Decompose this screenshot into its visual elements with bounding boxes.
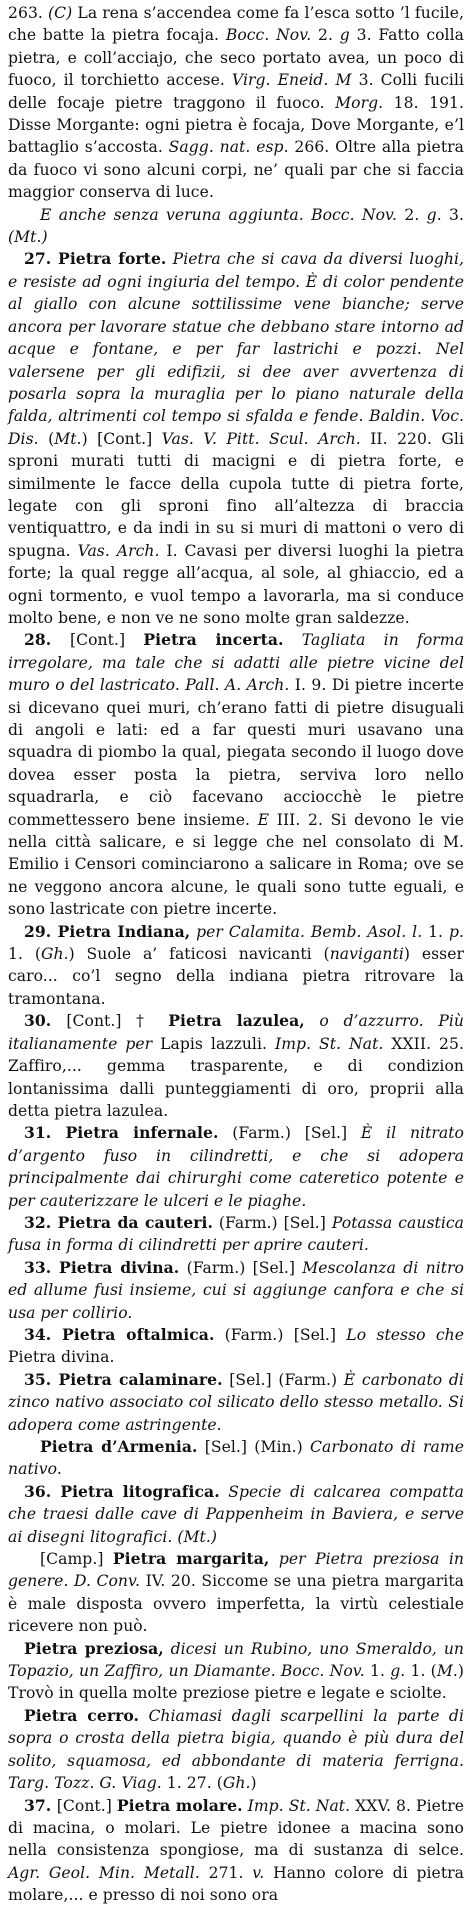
entry-pietra-margarita — [8, 1548, 464, 1638]
body-text: ) Suole a’ faticosi navicanti ( — [68, 945, 330, 964]
body-text: XXII. 25. Zaffiro,... gemma trasparente, e di condizion lontanissima dalli punteggiamenti di oro, proprii alla detta pietra lazulea. — [8, 1034, 464, 1120]
body-text: ) esser caro... co’l segno della indiana pietra ritrovare la tramontana. — [8, 945, 464, 1008]
entry-headword: 30. — [24, 1011, 67, 1031]
italic-text: Agr. Geol. Min. Metall. — [8, 1863, 200, 1882]
body-text: (Farm.) [Sel.] — [214, 1325, 347, 1344]
italic-text: Carbonato di rame nativo. — [8, 1438, 465, 1479]
entry-35-pietra-calaminare — [8, 1369, 464, 1436]
italic-text: (Mt.) — [8, 228, 48, 247]
body-text: [Cont.] — [56, 1796, 117, 1815]
entry-headword: 29. Pietra Indiana, — [24, 921, 191, 941]
entry-31-pietra-infernale — [8, 1122, 464, 1212]
entry-headword: 35. Pietra calaminare. — [24, 1369, 223, 1389]
italic-text: Chiamasi dagli scarpellini la parte di sopra o crosta della pietra bigia, quando è più dura del solito, squamosa, ed abbondante di materia ferrigna. Targ. Tozz. G. Viag. — [8, 1706, 465, 1793]
body-text: Hanno colore di pietra molare,... e presso di noi sono ora — [8, 1863, 465, 1905]
body-text: II. 220. Gli sproni murati tutti di macigni e di pietra forte, e similmente le facce della cupola tutte di pietra forte, legate con gli sproni fino all’altezza di braccia ventiquattro, e da indi in su si muri di mattoni o vero di spugna. — [8, 429, 464, 560]
italic-text: Vas. Arch. — [77, 541, 160, 560]
entry-263-note — [8, 204, 464, 249]
body-text: [Sel.] (Farm.) — [222, 1370, 344, 1389]
italic-text: Mt. — [54, 429, 82, 448]
italic-text: (C) — [48, 4, 73, 22]
italic-text: per Pietra preziosa in genere. D. Conv. — [8, 1550, 465, 1591]
italic-text: naviganti — [329, 945, 404, 964]
body-text: 1. — [422, 922, 449, 941]
entry-headword: 28. — [24, 630, 70, 650]
italic-text: g — [339, 26, 350, 45]
body-text: 266. Oltre alla pietra da fuoco vi sono alcuni corpi, ne’ quali par che si faccia maggior conserva di luce. — [8, 138, 464, 202]
entry-263-continuation — [8, 2, 464, 204]
body-text: . 3. — [436, 205, 464, 224]
italic-text: g — [426, 205, 437, 224]
italic-text: Imp. St. Nat. — [242, 1796, 351, 1815]
body-text: ) Trovò in quella molte preziose pietre e legate e sciolte. — [8, 1662, 464, 1703]
italic-text: dicesi un Rubino, uno Smeraldo, un Topazio, un Zaffiro, un Diamante. Bocc. Nov. — [8, 1639, 465, 1681]
entry-33-pietra-divina — [8, 1257, 464, 1324]
body-text: Pietra divina. — [8, 1348, 115, 1367]
body-text: [Cont.] † — [66, 1012, 169, 1031]
body-text: I. Cavasi per diversi luoghi la pietra forte; la qual regge all’acqua, al sole, al ghiaccio, ed a ogni tormento, e vuol tempo a lavorarla, ma si conduce molto bene, e non ve ne sono molte gran saldezze. — [8, 541, 464, 627]
body-text: 1. ( — [8, 945, 41, 964]
entry-headword: 33. Pietra divina. — [24, 1257, 180, 1277]
body-text: La rena s’accendea come fa l’esca sotto ’l fucile, che batte la pietra focaja. — [8, 4, 464, 45]
entry-28-pietra-incerta — [8, 629, 464, 920]
body-text: 271. — [199, 1863, 253, 1882]
entry-headword: Pietra preziosa, — [24, 1638, 164, 1658]
italic-text: Vas. V. Pitt. Scul. Arch. — [161, 429, 361, 448]
body-text: [Cont.] — [70, 631, 144, 650]
body-text: 263. — [8, 4, 49, 22]
entry-29-pietra-indiana — [8, 921, 464, 1011]
italic-text: Pietra che si cava da diversi luoghi, e resiste ad ogni ingiuria del tempo. È di color pendente al giallo con alcune sottilissime vene bianche; serve ancora per lavorare statue che debbano stare intorno ad acque e fontane, e per far lastrichi e pozzi. Nel valersene per gli edifizii, si dee aver avvertenza di posarla sopra la muraglia per lo piano naturale della falda, altrimenti col tempo si sfalda e fende. Baldin. Voc. Dis. — [8, 250, 464, 448]
body-text: 1. 27. ( — [161, 1774, 223, 1793]
entry-headword: Pietra incerta. — [143, 630, 284, 650]
italic-text: È carbonato di zinco nativo associato col silicato dello stesso metallo. Si adopera come astringente. — [8, 1370, 464, 1434]
body-text: 1. — [364, 1662, 391, 1681]
italic-text: Bocc. Nov. — [225, 26, 312, 45]
italic-text: Mescolanza di nitro ed allume fusi insieme, cui si aggiunge canfora e che si usa per collirio. — [8, 1258, 464, 1322]
body-text: 18. 191. Disse Morgante: ogni pietra è focaja, Dove Morgante, e’l battaglio s’accosta. — [8, 93, 464, 157]
entry-headword: 31. Pietra infernale. — [24, 1123, 219, 1143]
entry-37-pietra-molare — [8, 1795, 464, 1907]
body-text: ) [Cont.] — [81, 429, 162, 448]
entry-30-pietra-lazulea — [8, 1010, 464, 1122]
italic-text: Gh. — [40, 945, 69, 964]
italic-text: È il nitrato d’argento fuso in cilindretti, e che si adopera principalmente dai chirurghi come cateretico potente e per cauterizzare le ulceri e le piaghe. — [8, 1124, 464, 1210]
body-text: (Farm.) [Sel.] — [179, 1258, 303, 1277]
body-text: (Farm.) [Sel.] — [218, 1124, 361, 1143]
entry-headword: Pietra molare. — [116, 1795, 243, 1815]
entry-headword: 34. Pietra oftalmica. — [24, 1324, 215, 1344]
entry-headword: Pietra cerro. — [24, 1705, 140, 1725]
entry-headword: 27. Pietra forte. — [24, 249, 167, 269]
body-text: I. 9. Di pietre incerte si dicevano quei muri, ch’erano fatti di pietre disuguali di angoli e lati: ed a far questi muri usavano una squadra di piombo la qual, piegata secondo il luogo dove dovea esser posta la pietra, serviva loro nello squadrarla, e ciò facevano acciocchè le pietre commettessero bene insieme. — [8, 676, 464, 829]
body-text: [Sel.] (Min.) — [197, 1438, 310, 1456]
entry-pietra-armenia — [8, 1436, 464, 1481]
entry-headword: 32. Pietra da cauteri. — [24, 1212, 213, 1232]
body-text: III. 2. Si devono le vie nella città salicare, e si legge che nel consolato di M. Emilio i Censori cominciarono a salicare in Roma; ove se ne veggono ancora alcune, le quali sono tutte eguali, e sono lastricate con pietre incerte. — [8, 810, 464, 919]
entry-headword: Pietra d’Armenia. — [40, 1437, 198, 1456]
italic-text: v. — [252, 1863, 265, 1882]
body-text: XXV. 8. Pietre di macina, o molari. Le pietre idonee a macina sono nella consistenza spongiose, ma di sustanza di selce. — [8, 1796, 464, 1860]
entry-27-pietra-forte — [8, 248, 464, 629]
italic-text: Lo stesso che — [346, 1325, 464, 1344]
entry-pietra-cerro — [8, 1705, 464, 1795]
body-text: ( — [38, 429, 55, 448]
body-text: 3. Colli fucili delle focaje pietre traggono il fuoco. — [8, 71, 465, 112]
italic-text: p. — [448, 922, 464, 941]
body-text: Lapis lazzuli. — [152, 1034, 275, 1053]
italic-text: Virg. Eneid. M — [231, 71, 352, 90]
body-text: [Camp.] — [40, 1550, 113, 1569]
italic-text: M. — [436, 1662, 458, 1681]
italic-text: Tagliata in forma irregolare, ma tale che si adatti alle pietre vicine del muro o del lastricato. Pall. A. Arch. — [8, 631, 464, 695]
italic-text: per Calamita. Bemb. Asol. l. — [190, 922, 423, 941]
entry-headword: 36. Pietra litografica. — [24, 1481, 220, 1501]
italic-text: Morg. — [335, 93, 384, 112]
text-column — [8, 2, 464, 1907]
body-text: 3. Fatto colla pietra, e coll’acciajo, che seco portato avea, un poco di fuoco, il torchietto accese. — [8, 26, 464, 90]
entry-headword: Pietra margarita, — [112, 1549, 270, 1569]
italic-text: o d’azzurro. Più italianamente per — [8, 1012, 465, 1053]
italic-text: g. — [390, 1662, 406, 1681]
italic-text: Potassa caustica fusa in forma di cilindretti per aprire cauteri. — [8, 1213, 464, 1255]
italic-text: Imp. St. Nat. — [274, 1034, 384, 1053]
entry-headword: Pietra lazulea, — [168, 1011, 305, 1031]
entry-headword: 37. — [24, 1795, 57, 1815]
body-text: 1. ( — [405, 1662, 437, 1681]
entry-36-pietra-litografica — [8, 1481, 464, 1548]
body-text: (Farm.) [Sel.] — [212, 1213, 332, 1232]
italic-text: Sagg. nat. esp. — [168, 138, 289, 157]
entry-34-pietra-oftalmica — [8, 1324, 464, 1369]
body-text: 2. — [311, 26, 340, 45]
italic-text: Specie di calcarea compatta che traesi dalle cave di Pappenheim in Baviera, e serve ai disegni litografici. (Mt.) — [8, 1482, 464, 1546]
body-text: ) — [250, 1774, 257, 1793]
entry-pietra-preziosa — [8, 1638, 464, 1705]
italic-text: Gh. — [222, 1774, 251, 1793]
italic-text: E anche senza veruna aggiunta. Bocc. Nov. — [40, 205, 398, 224]
body-text: 2. — [397, 205, 427, 224]
body-text: IV. 20. Siccome se una pietra margarita è male disposta ovvero imperfetta, la virtù celestiale ricevere non può. — [8, 1572, 464, 1636]
italic-text: E — [257, 810, 270, 829]
entry-32-pietra-da-cauteri — [8, 1212, 464, 1257]
